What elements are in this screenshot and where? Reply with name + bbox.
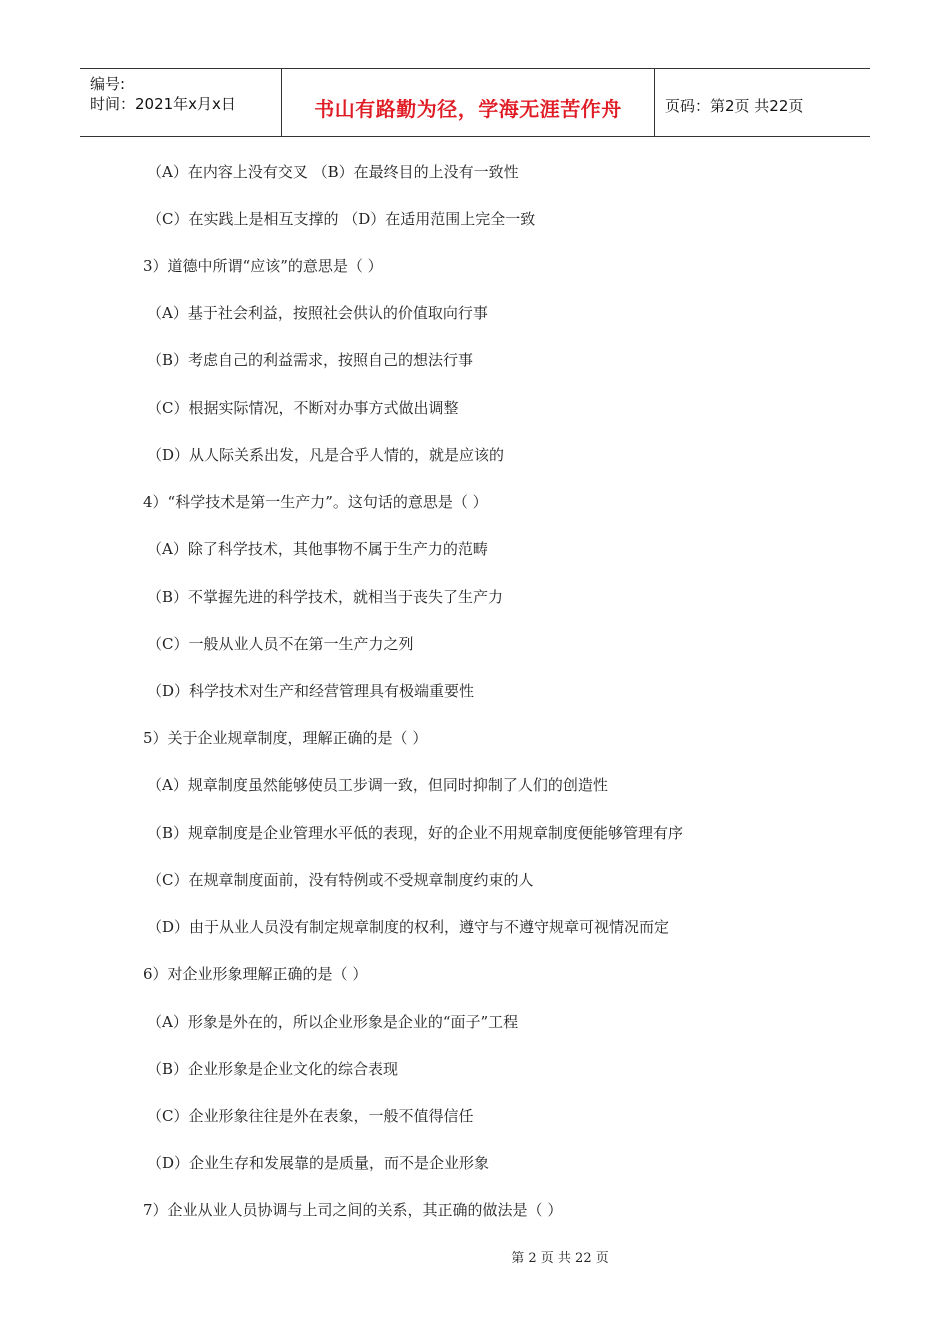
option-line: （C）根据实际情况，不断对办事方式做出调整 <box>147 399 459 417</box>
option-line: （A）基于社会利益，按照社会供认的价值取向行事 <box>147 304 488 322</box>
option-line: （A）除了科学技术，其他事物不属于生产力的范畴 <box>147 540 488 558</box>
question-line: 4）“科学技术是第一生产力”。这句话的意思是（ ） <box>143 493 488 511</box>
option-line: （D）科学技术对生产和经营管理具有极端重要性 <box>147 682 475 700</box>
question-line: 5）关于企业规章制度，理解正确的是（ ） <box>143 729 428 747</box>
option-line: （B）不掌握先进的科学技术，就相当于丧失了生产力 <box>147 588 504 606</box>
option-line: （C）企业形象往往是外在表象，一般不值得信任 <box>147 1107 474 1125</box>
header-motto: 书山有路勤为径，学海无涯苦作舟 <box>314 97 622 121</box>
page-footer: 第 2 页 共 22 页 <box>511 1251 609 1266</box>
option-line: （D）企业生存和发展靠的是质量，而不是企业形象 <box>147 1154 490 1172</box>
option-line: （C）在规章制度面前，没有特例或不受规章制度约束的人 <box>147 871 534 889</box>
header-page-info: 页码：第2页 共22页 <box>665 97 804 115</box>
question-line: 7）企业从业人员协调与上司之间的关系，其正确的做法是（ ） <box>143 1201 563 1219</box>
option-line: （A）规章制度虽然能够使员工步调一致，但同时抑制了人们的创造性 <box>147 776 608 794</box>
option-line: （C）在实践上是相互支撑的 （D）在适用范围上完全一致 <box>147 210 536 228</box>
question-line: 3）道德中所谓“应该”的意思是（ ） <box>143 257 383 275</box>
question-line: 6）对企业形象理解正确的是（ ） <box>143 965 368 983</box>
option-line: （B）规章制度是企业管理水平低的表现，好的企业不用规章制度便能够管理有序 <box>147 824 684 842</box>
header-left-cell <box>80 69 282 136</box>
option-line: （C）一般从业人员不在第一生产力之列 <box>147 635 414 653</box>
option-line: （B）考虑自己的利益需求，按照自己的想法行事 <box>147 351 474 369</box>
option-line: （A）形象是外在的，所以企业形象是企业的“面子”工程 <box>147 1013 519 1031</box>
header-right-cell <box>655 69 870 136</box>
option-line: （D）由于从业人员没有制定规章制度的权利，遵守与不遵守规章可视情况而定 <box>147 918 670 936</box>
option-line: （B）企业形象是企业文化的综合表现 <box>147 1060 399 1078</box>
page-header <box>80 68 870 137</box>
option-line: （A）在内容上没有交叉 （B）在最终目的上没有一致性 <box>147 163 519 181</box>
document-time-label: 时间：2021年x月x日 <box>90 95 236 113</box>
header-middle-cell <box>282 69 655 136</box>
document-number-label: 编号: <box>90 75 126 93</box>
option-line: （D）从人际关系出发，凡是合乎人情的，就是应该的 <box>147 446 505 464</box>
